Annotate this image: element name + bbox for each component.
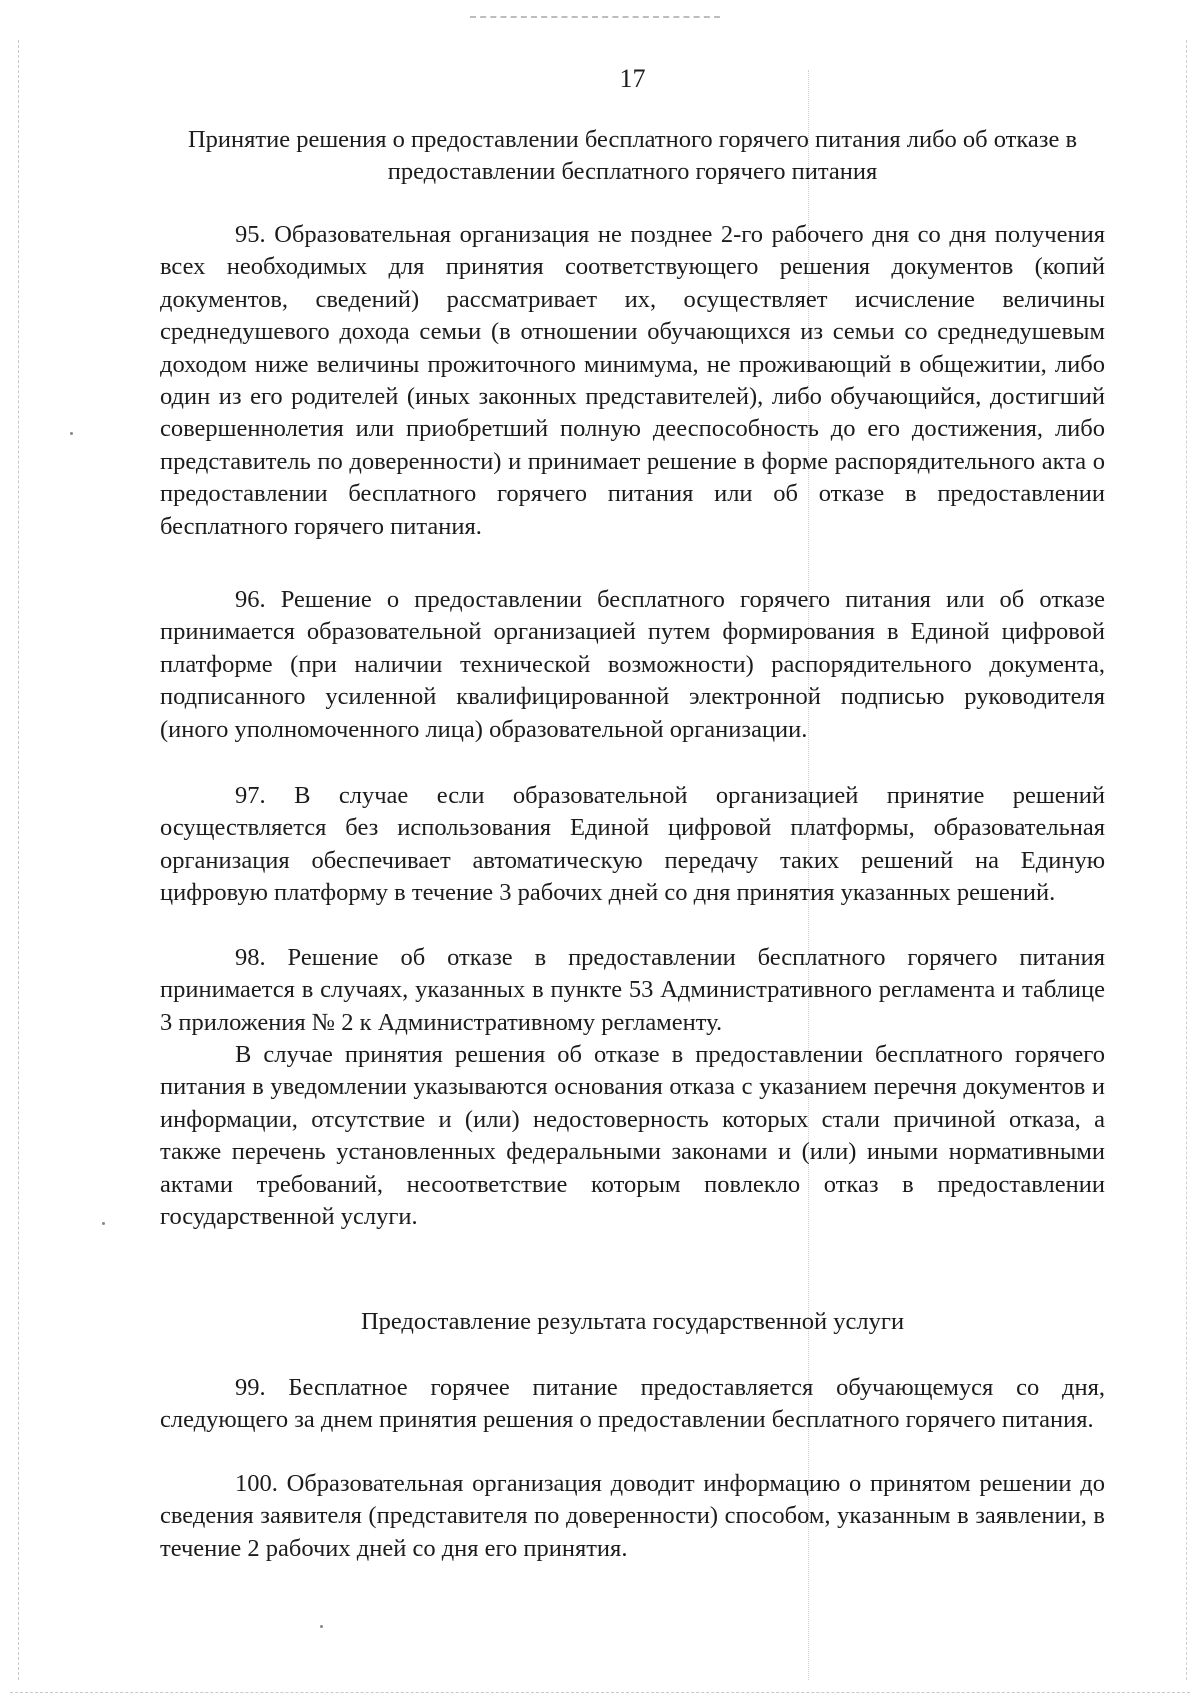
scan-artifact-top — [470, 16, 720, 18]
scan-speck — [102, 1222, 105, 1225]
paragraph-99: 99. Бесплатное горячее питание предоставляется обучающемуся со дня, следующего за днем принятия решения о предоставлении бесплатного горячего питания. — [160, 1374, 1105, 1434]
paragraph-97: 97. В случае если образовательной организацией принятие решений осуществляется без использования Единой цифровой платформы, образовательная организация обеспечивает автоматическую передачу таких решений на Единую цифровую платформу в течение 3 рабочих дней со дня принятия указанных решений. — [160, 782, 1105, 907]
paragraph-98: 98. Решение об отказе в предоставлении бесплатного горячего питания принимается в случаях, указанных в пункте 53 Административного регламента и таблице 3 приложения № 2 к Административному регламенту. — [160, 944, 1105, 1036]
paragraph-98-refusal-notice: В случае принятия решения об отказе в предоставлении бесплатного горячего питания в уведомлении указываются основания отказа с указанием перечня документов и информации, отсутствие и (или) недостоверность которых стали причиной отказа, а также перечень установленных федеральными законами и (или) иными нормативными актами требований, несоответствие которым повлекло отказ в предоставлении государственной услуги. — [160, 1041, 1105, 1231]
scan-speck — [320, 1625, 323, 1628]
section-heading-decision: Принятие решения о предоставлении бесплатного горячего питания либо об отказе в предоставлении бесплатного горячего питания — [187, 126, 1078, 185]
scan-artifact-left — [18, 40, 19, 1680]
paragraph-95: 95. Образовательная организация не позднее 2-го рабочего дня со дня получения всех необходимых для принятия соответствующего решения документов (копий документов, сведений) рассматривает их, осуществляет исчисление величины среднедушевого дохода семьи (в отношении обучающихся из семьи со среднедушевым доходом ниже величины прожиточного минимума, не проживающий в общежитии, либо один из его родителей (иных законных представителей), либо обучающийся, достигший совершеннолетия или приобретший полную дееспособность до его достижения, либо представитель по доверенности) и принимает решение в форме распорядительного акта о предоставлении бесплатного горячего питания или об отказе в предоставлении бесплатного горячего питания. — [160, 221, 1105, 540]
scan-artifact-bottom — [10, 1692, 1190, 1693]
section-heading-result: Предоставление результата государственной услуги — [360, 1308, 905, 1335]
scan-speck — [70, 432, 73, 435]
paragraph-100: 100. Образовательная организация доводит информацию о принятом решении до сведения заявителя (представителя по доверенности) способом, указанным в заявлении, в течение 2 рабочих дней со дня его принятия. — [160, 1470, 1105, 1562]
paragraph-96: 96. Решение о предоставлении бесплатного горячего питания или об отказе принимается образовательной организацией путем формирования в Единой цифровой платформе (при наличии технической возможности) распорядительного документа, подписанного усиленной квалифицированной электронной подписью руководителя (иного уполномоченного лица) образовательной организации. — [160, 586, 1105, 743]
scan-artifact-right — [1186, 40, 1187, 1680]
page-number: 17 — [619, 64, 646, 93]
